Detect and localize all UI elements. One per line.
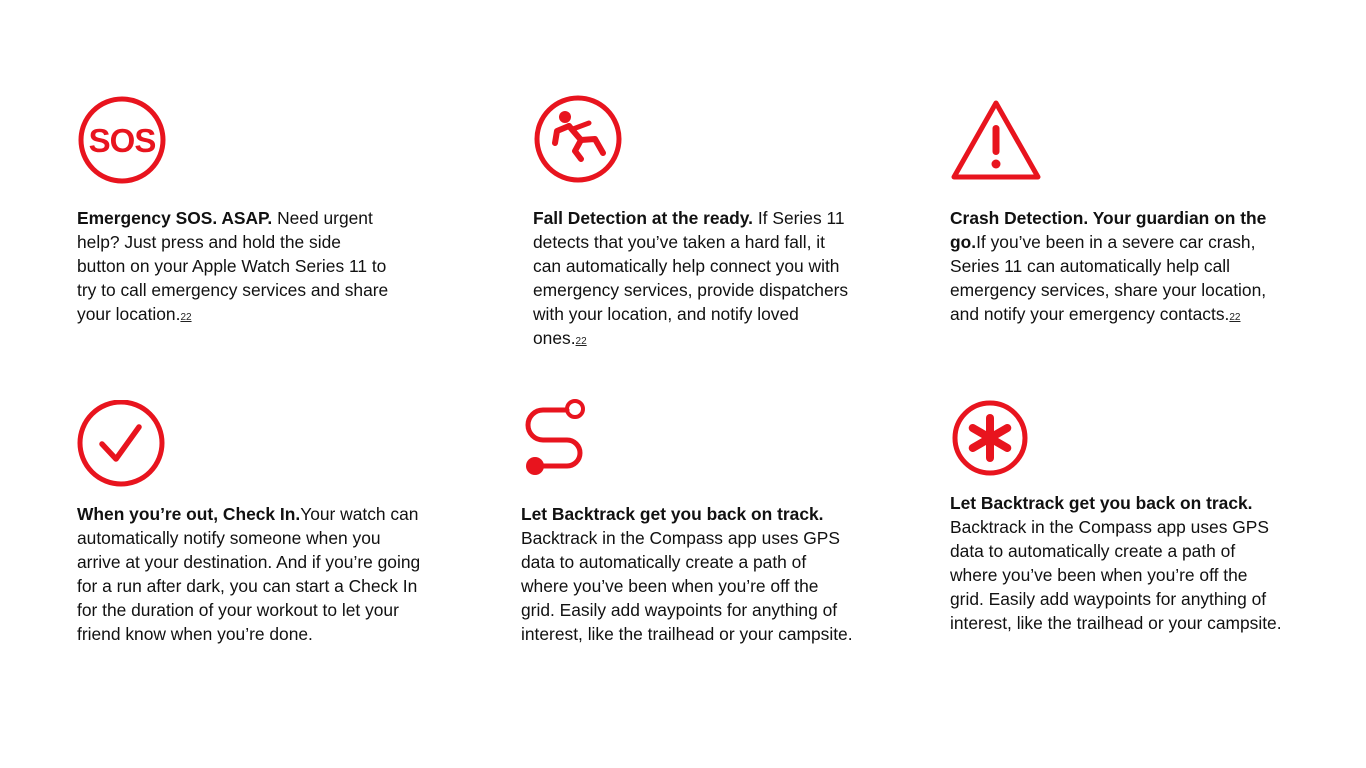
feature-card-backtrack <box>521 396 856 646</box>
feature-body: Backtrack in the Compass app uses GPS data to automatically create a path of where you’ve been when you’re off the grid. Easily add waypoints for anything of interest, like the trailhead or your campsite. <box>950 517 1282 633</box>
feature-title: When you’re out, Check In. <box>77 504 301 524</box>
fall-detection-icon <box>533 95 853 185</box>
feature-body: Backtrack in the Compass app uses GPS data to automatically create a path of where you’ve been when you’re off the grid. Easily add waypoints for anything of interest, like the trailhead or your campsite. <box>521 528 853 644</box>
feature-card-backtrack-2 <box>950 400 1285 635</box>
feature-body: If you’ve been in a severe car crash, Series 11 can automatically help call emergency services, share your location, and notify your emergency contacts. <box>950 232 1267 324</box>
warning-icon <box>950 95 1270 185</box>
feature-description <box>521 502 856 646</box>
checkmark-icon <box>77 400 422 488</box>
feature-card-check-in <box>77 400 422 646</box>
footnote-link[interactable]: 22 <box>180 312 192 323</box>
feature-title: Crash Detection. Your guardian on the go. <box>950 208 1267 252</box>
asterisk-icon <box>950 400 1285 478</box>
feature-title: Let Backtrack get you back on track. <box>521 504 824 524</box>
feature-title: Emergency SOS. ASAP. <box>77 208 273 228</box>
feature-description <box>77 502 422 646</box>
feature-card-fall-detection <box>533 95 853 354</box>
feature-body: Need urgent help? Just press and hold the side button on your Apple Watch Series 11 to try to call emergency services and share your location. <box>77 208 389 324</box>
feature-description <box>533 206 853 354</box>
footnote-link[interactable]: 22 <box>575 336 587 347</box>
feature-card-crash-detection <box>950 95 1270 330</box>
sos-icon <box>78 95 392 185</box>
footnote-link[interactable]: 22 <box>1229 312 1241 323</box>
feature-title: Let Backtrack get you back on track. <box>950 493 1253 513</box>
svg-text:SOS: SOS <box>88 122 156 159</box>
feature-body: Your watch can automatically notify someone when you arrive at your destination. And if you’re going for a run after dark, you can start a Check In for the duration of your workout to let your friend know when you’re done. <box>77 504 421 644</box>
feature-description <box>950 491 1285 635</box>
backtrack-path-icon <box>521 396 856 480</box>
feature-body: If Series 11 detects that you’ve taken a hard fall, it can automatically help connect you with emergency services, provide dispatchers with your location, and notify loved ones. <box>533 208 849 348</box>
feature-description <box>950 206 1270 330</box>
feature-description <box>77 206 392 330</box>
feature-title: Fall Detection at the ready. <box>533 208 754 228</box>
feature-card-emergency-sos <box>77 95 392 330</box>
